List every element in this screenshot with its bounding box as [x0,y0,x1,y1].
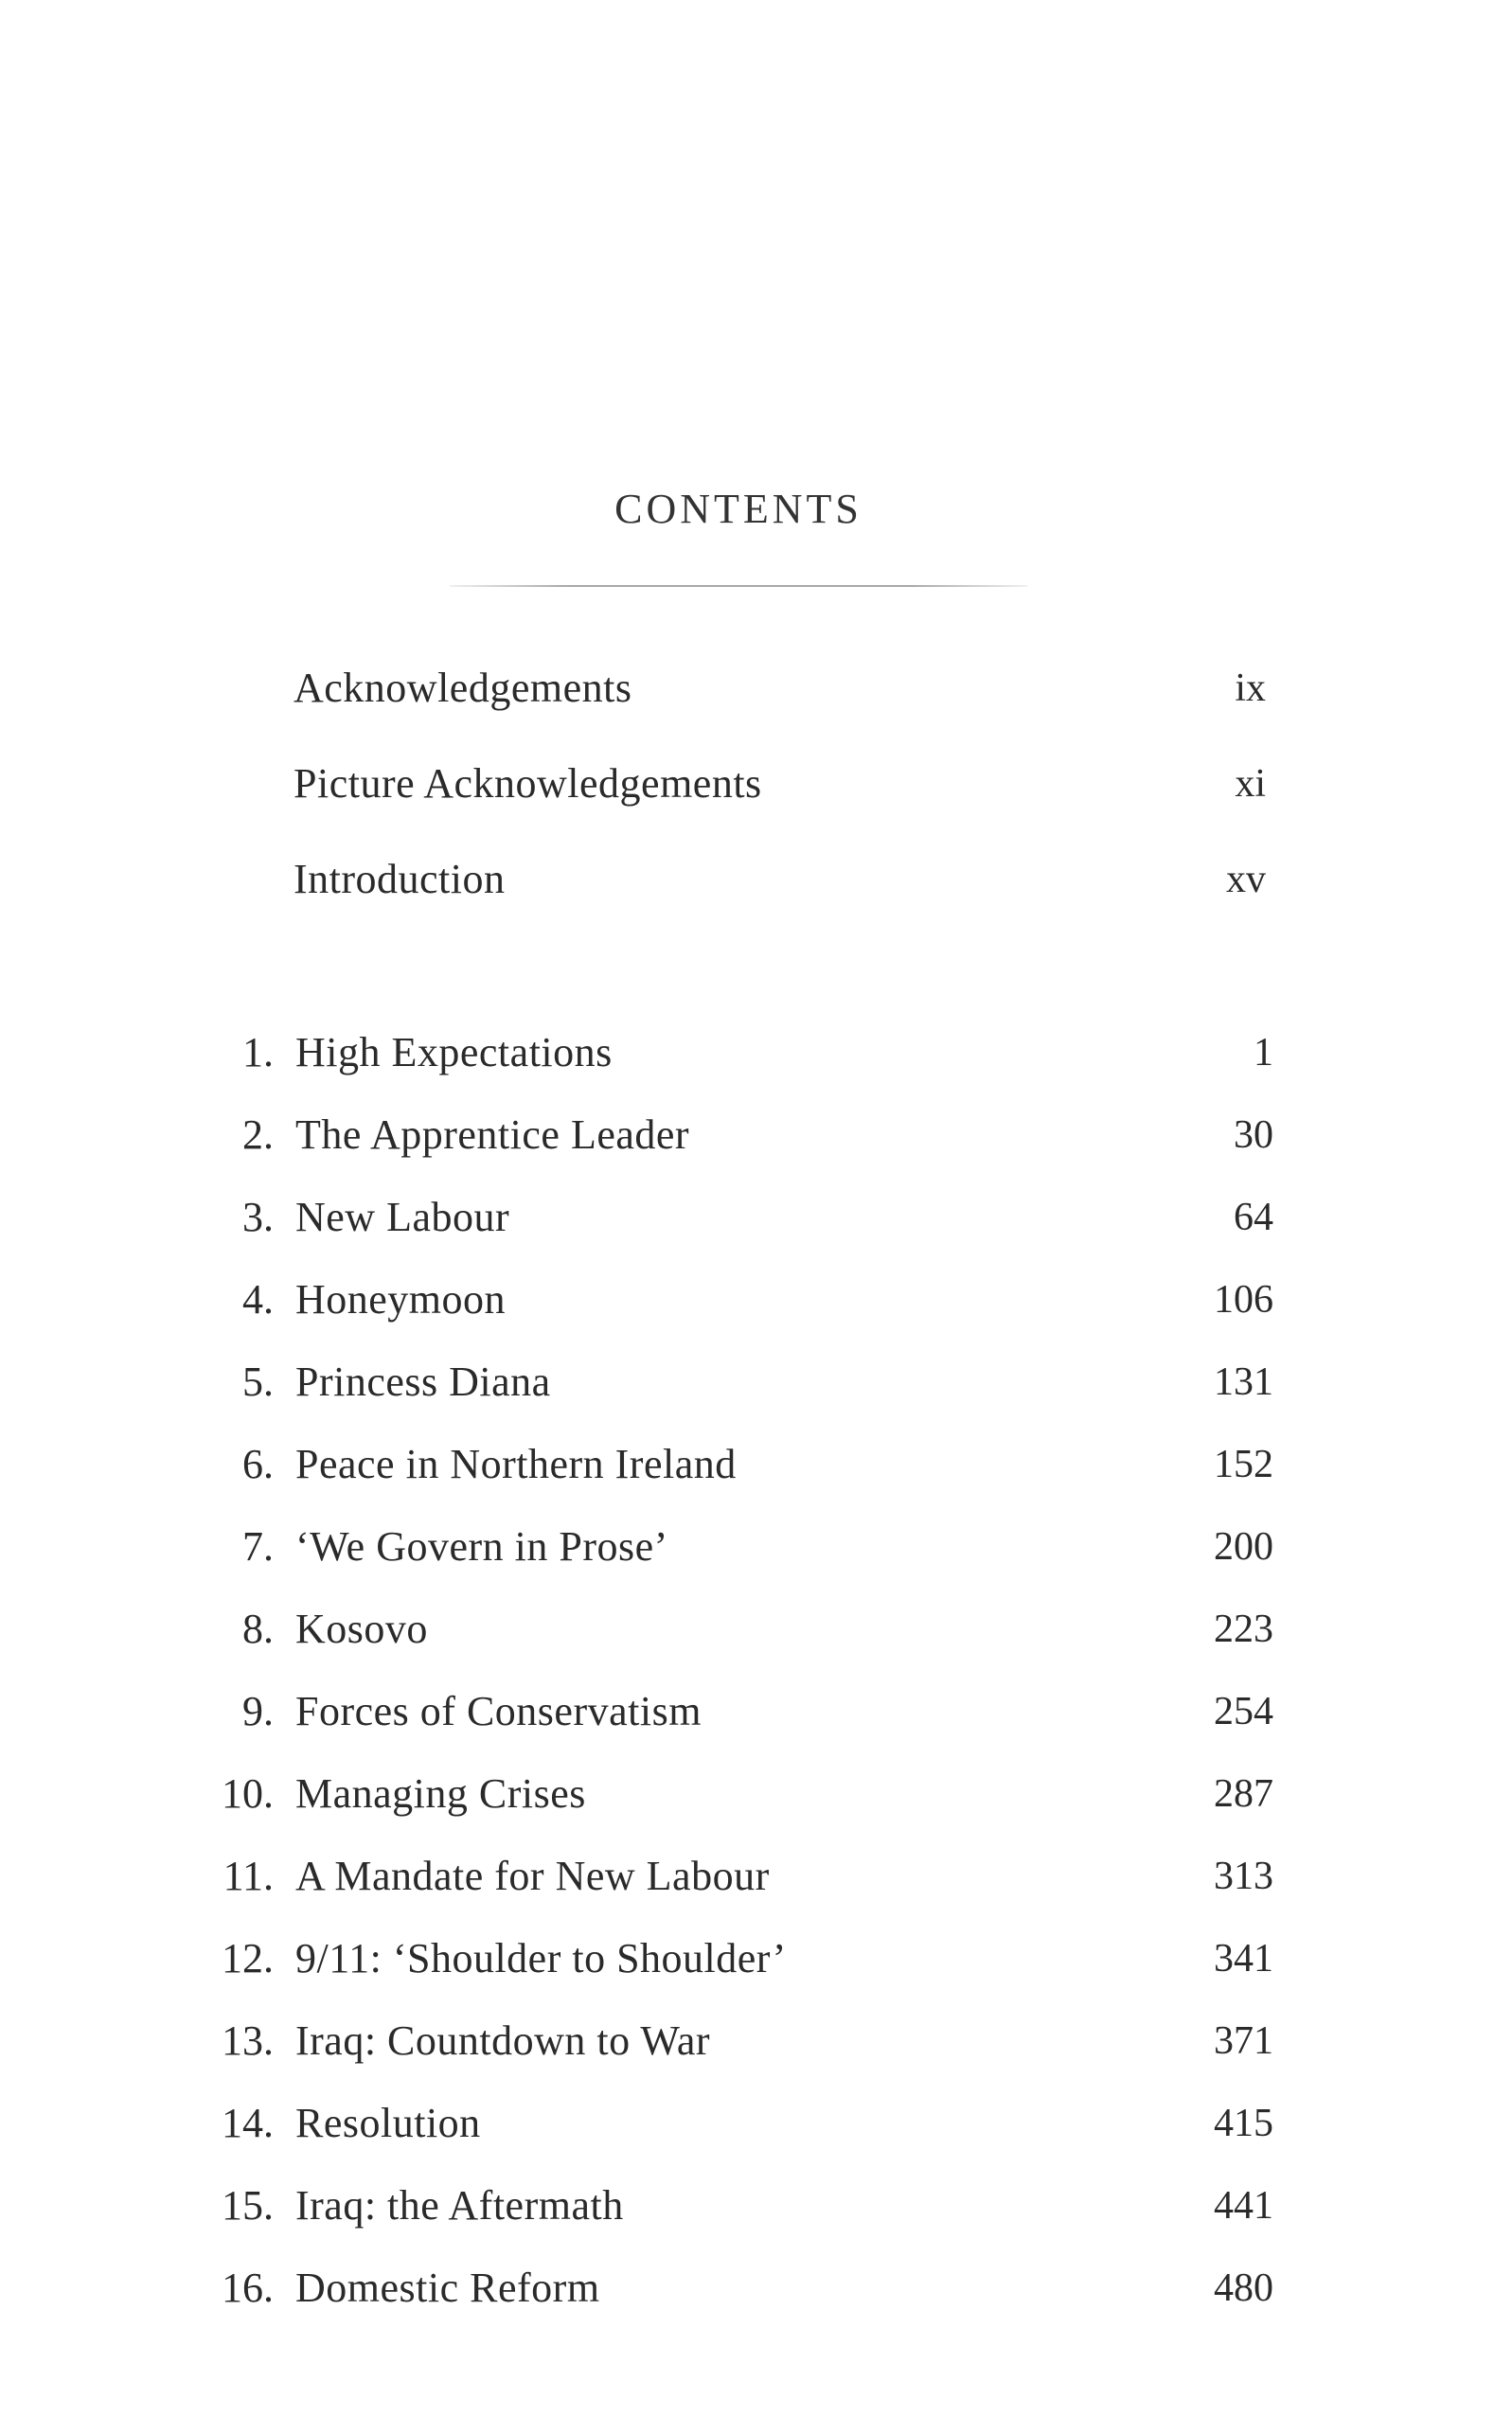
chapter-page: 415 [1214,2102,1273,2145]
chapter-number: 16. [222,2265,274,2311]
toc-chapter-7 [0,1519,1512,1575]
chapter-number: 12. [222,1935,274,1981]
chapter-title: Peace in Northern Ireland [295,1441,737,1487]
chapter-page: 223 [1214,1608,1273,1651]
chapter-title: Domestic Reform [295,2265,600,2311]
toc-entry-title: Introduction [294,856,506,902]
chapter-number: 13. [222,2017,274,2064]
chapter-page: 30 [1234,1113,1273,1157]
toc-chapter-1 [0,1024,1512,1081]
toc-chapter-2 [0,1107,1512,1164]
chapter-page: 371 [1214,2019,1273,2063]
chapter-page: 152 [1214,1443,1273,1486]
chapter-number: 8. [242,1606,274,1652]
toc-entry-page: xi [1235,762,1266,806]
chapter-title: A Mandate for New Labour [295,1853,770,1899]
chapter-title: Resolution [295,2100,481,2146]
chapter-page: 313 [1214,1855,1273,1898]
chapter-title: ‘We Govern in Prose’ [295,1523,668,1570]
chapter-page: 200 [1214,1525,1273,1569]
chapter-page: 287 [1214,1772,1273,1816]
chapter-title: New Labour [295,1194,510,1240]
chapter-title: Managing Crises [295,1770,586,1817]
toc-chapter-14 [0,2095,1512,2152]
toc-chapter-5 [0,1354,1512,1411]
toc-entry-title: Picture Acknowledgements [294,760,762,807]
chapter-page: 254 [1214,1690,1273,1733]
contents-heading: CONTENTS [614,486,863,532]
chapter-number: 11. [222,1853,274,1899]
chapter-page: 131 [1214,1360,1273,1404]
toc-chapter-12 [0,1930,1512,1987]
toc-chapter-10 [0,1766,1512,1822]
toc-entry-introduction [0,851,1512,908]
chapter-page: 341 [1214,1937,1273,1981]
chapter-title: High Expectations [295,1029,613,1075]
chapter-title: Iraq: Countdown to War [295,2017,711,2064]
chapter-number: 15. [222,2182,274,2229]
chapter-number: 1. [242,1029,274,1075]
chapter-page: 64 [1234,1196,1273,1239]
toc-chapter-16 [0,2260,1512,2317]
toc-chapter-8 [0,1601,1512,1658]
chapter-number: 7. [242,1523,274,1570]
chapter-title: Kosovo [295,1606,428,1652]
chapter-number: 5. [242,1359,274,1405]
toc-chapter-9 [0,1683,1512,1740]
toc-chapter-3 [0,1189,1512,1246]
chapter-number: 6. [242,1441,274,1487]
chapter-number: 10. [222,1770,274,1817]
chapter-title: The Apprentice Leader [295,1111,690,1158]
toc-chapter-4 [0,1271,1512,1328]
toc-entry-page: xv [1226,858,1266,901]
toc-chapter-11 [0,1848,1512,1905]
chapter-number: 2. [242,1111,274,1158]
toc-chapter-13 [0,2013,1512,2070]
chapter-title: 9/11: ‘Shoulder to Shoulder’ [295,1935,787,1981]
chapter-number: 4. [242,1276,274,1323]
chapter-page: 441 [1214,2184,1273,2228]
chapter-page: 106 [1214,1278,1273,1322]
chapter-number: 14. [222,2100,274,2146]
toc-chapter-6 [0,1436,1512,1493]
chapter-title: Princess Diana [295,1359,551,1405]
chapter-title: Iraq: the Aftermath [295,2182,624,2229]
chapter-number: 3. [242,1194,274,1240]
chapter-page: 480 [1214,2266,1273,2310]
chapter-title: Honeymoon [295,1276,507,1323]
toc-entry-picture-acknowledgements [0,755,1512,812]
toc-entry-page: ix [1235,666,1266,710]
heading-rule [450,585,1027,587]
chapter-page: 1 [1254,1031,1273,1075]
chapter-number: 9. [242,1688,274,1734]
toc-entry-title: Acknowledgements [294,665,632,711]
toc-chapter-15 [0,2177,1512,2234]
toc-entry-acknowledgements [0,660,1512,717]
chapter-title: Forces of Conservatism [295,1688,702,1734]
